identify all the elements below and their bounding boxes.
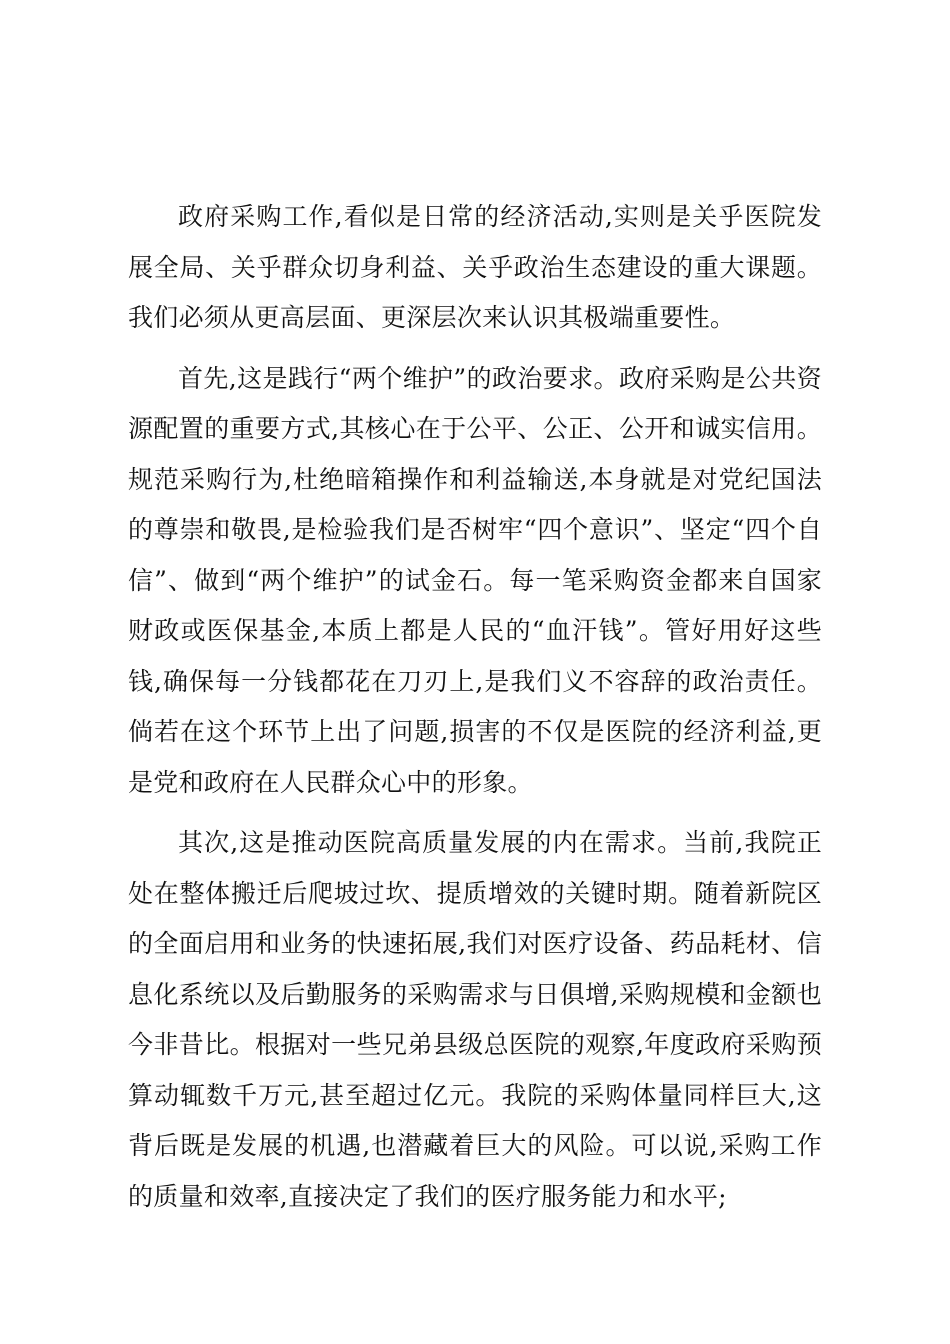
document-body	[128, 192, 822, 1232]
paragraph-3: 其次,这是推动医院高质量发展的内在需求。当前,我院正处在整体搬迁后爬坡过坎、提质增效的关键时期。随着新院区的全面启用和业务的快速拓展,我们对医疗设备、药品耗材、信息化系统以及后勤服务的采购需求与日俱增,采购规模和金额也今非昔比。根据对一些兄弟县级总医院的观察,年度政府采购预算动辄数千万元,甚至超过亿元。我院的采购体量同样巨大,这背后既是发展的机遇,也潜藏着巨大的风险。可以说,采购工作的质量和效率,直接决定了我们的医疗服务能力和水平;	[128, 828, 822, 1211]
paragraph-1: 政府采购工作,看似是日常的经济活动,实则是关乎医院发展全局、关乎群众切身利益、关乎政治生态建设的重大课题。我们必须从更高层面、更深层次来认识其极端重要性。	[128, 202, 822, 332]
paragraph-2: 首先,这是践行“两个维护”的政治要求。政府采购是公共资源配置的重要方式,其核心在于公平、公正、公开和诚实信用。规范采购行为,杜绝暗箱操作和利益输送,本身就是对党纪国法的尊崇和敬畏,是检验我们是否树牢“四个意识”、坚定“四个自信”、做到“两个维护”的试金石。每一笔采购资金都来自国家财政或医保基金,本质上都是人民的“血汗钱”。管好用好这些钱,确保每一分钱都花在刀刃上,是我们义不容辞的政治责任。倘若在这个环节上出了问题,损害的不仅是医院的经济利益,更是党和政府在人民群众心中的形象。	[128, 363, 822, 797]
